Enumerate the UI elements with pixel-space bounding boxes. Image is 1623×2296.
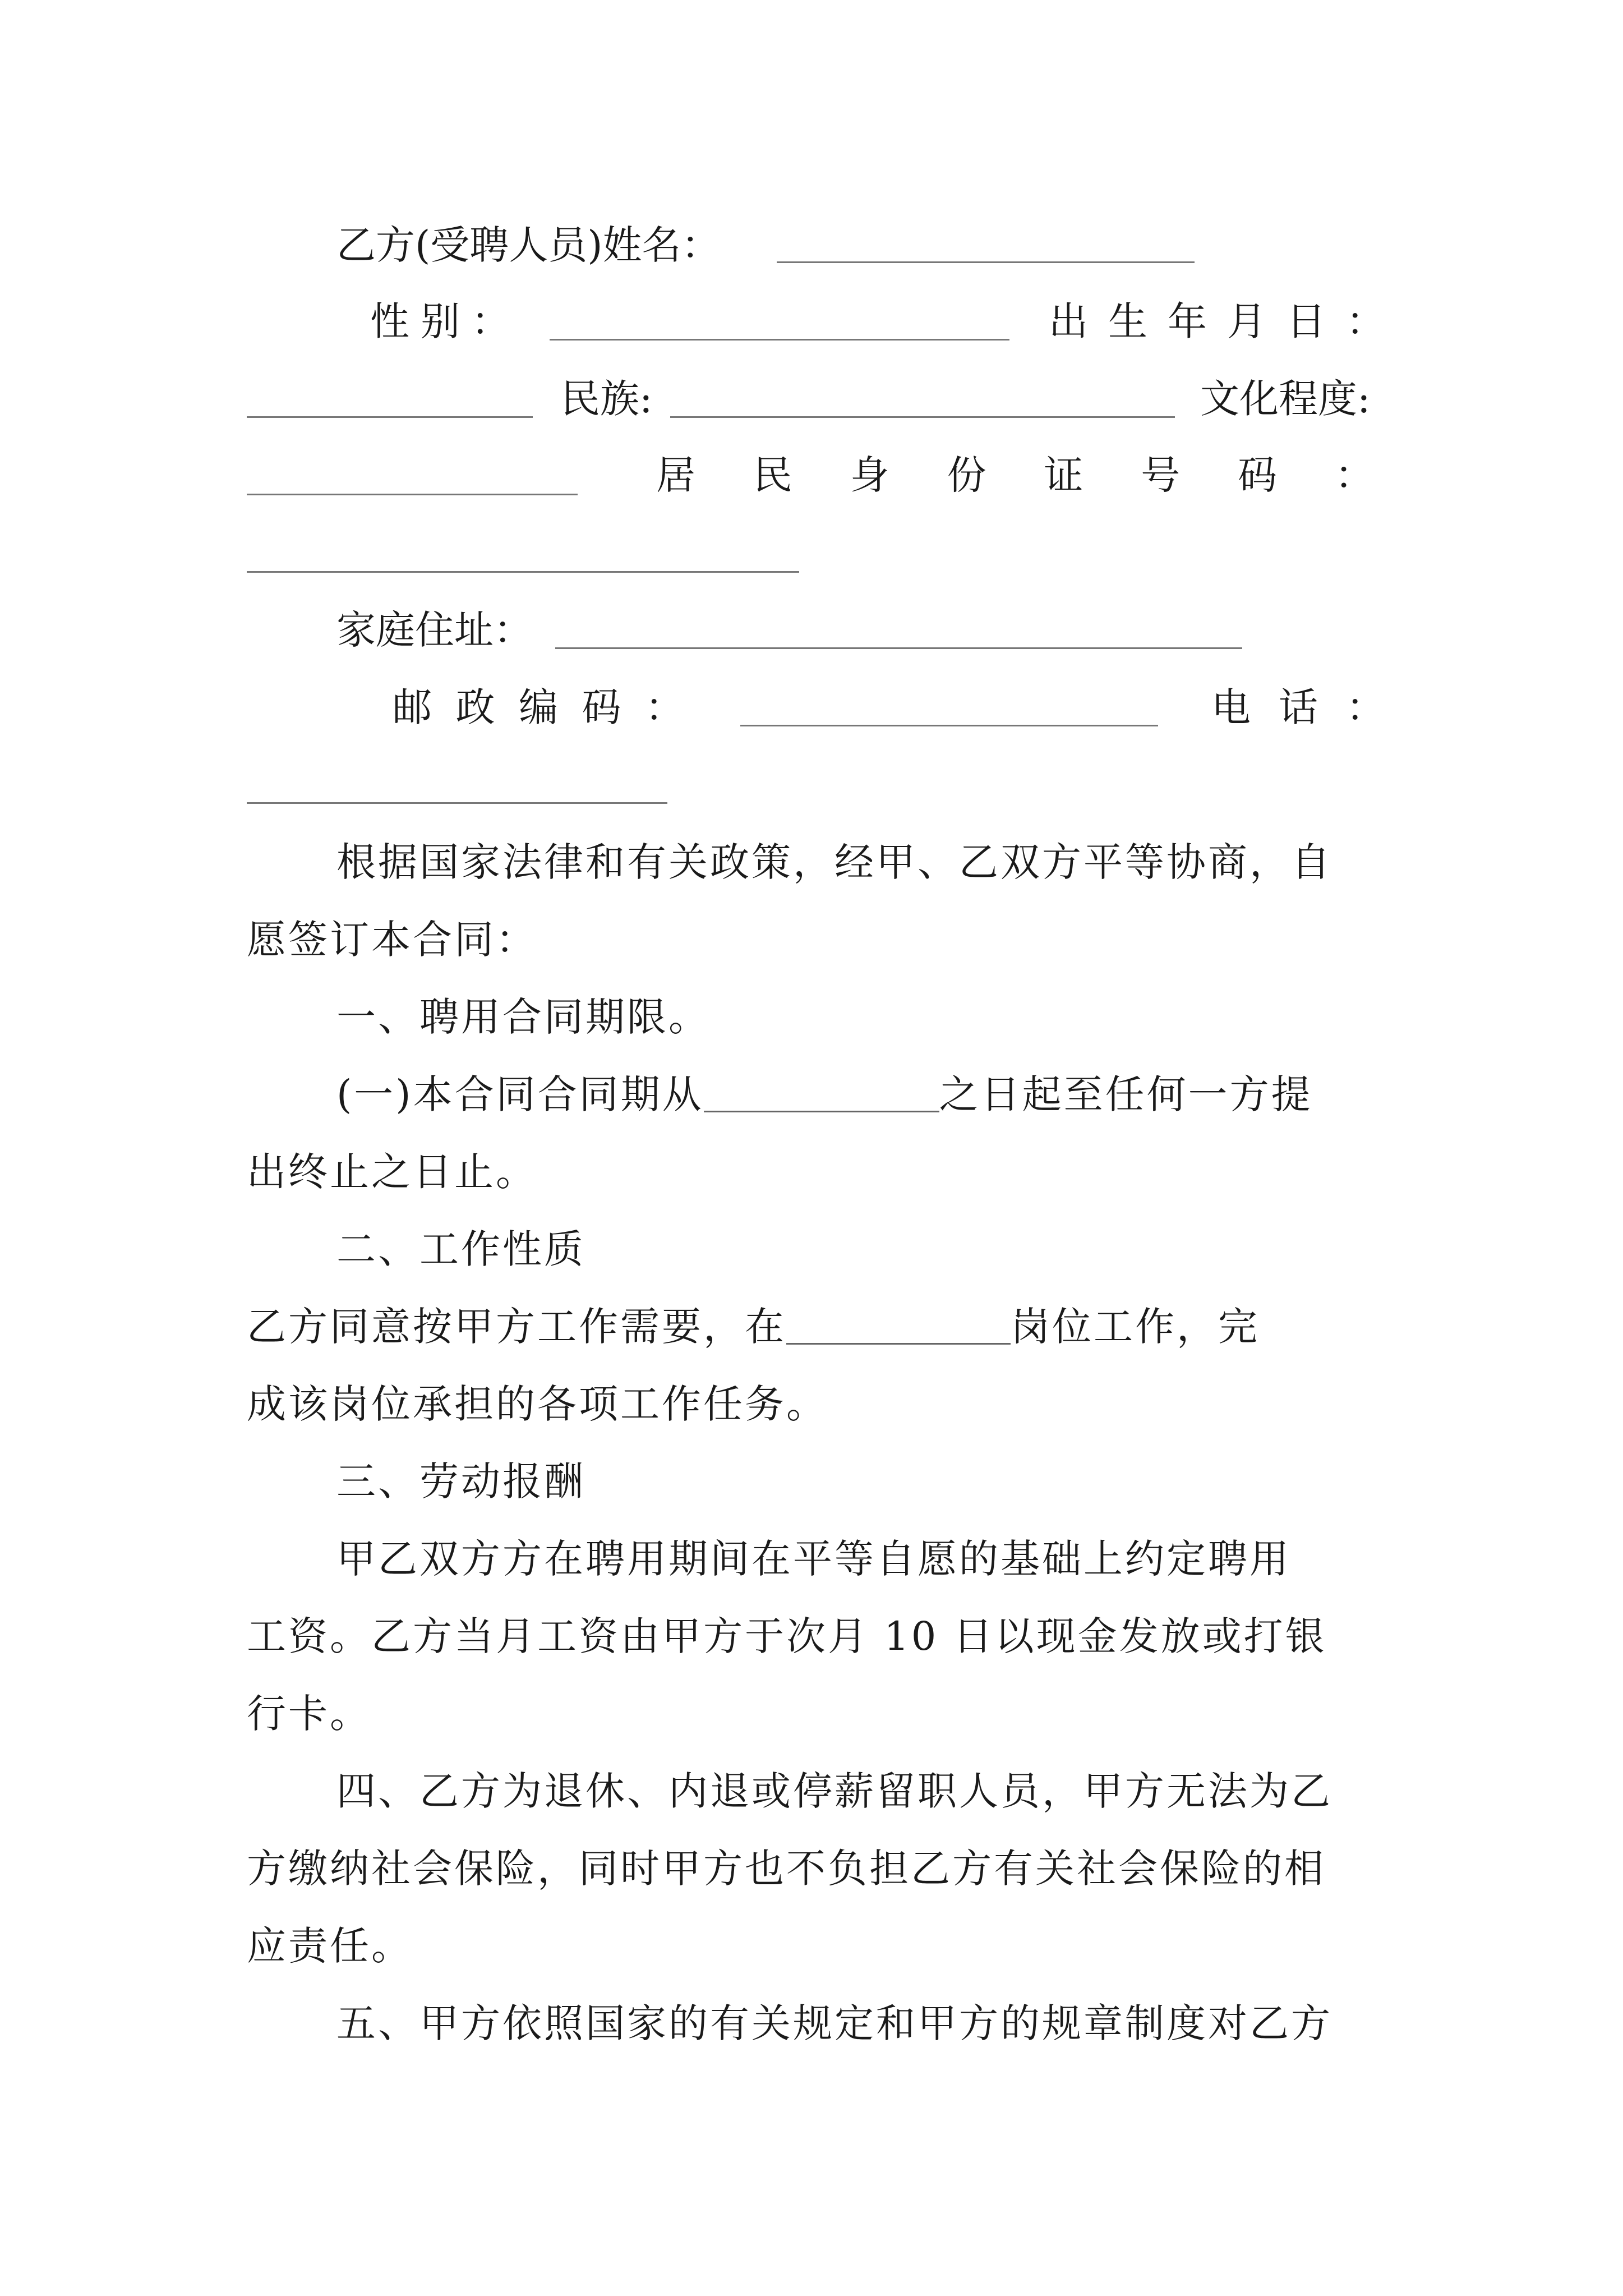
section-2-para-line-1: 乙方同意按甲方工作需要，在 岗位工作，完: [247, 1304, 1260, 1350]
birth-blank[interactable]: [247, 416, 533, 418]
section-1-para-line-2: 出终止之日止。: [247, 1149, 537, 1195]
gender-label: 性 别 ：: [370, 298, 510, 344]
section-4-para-line-3: 应责任。: [247, 1923, 413, 1969]
gender-blank[interactable]: [550, 339, 1009, 341]
id-number-label: 居 民 身 份 证 号 码 ：: [656, 452, 1374, 498]
section-3-para-line-3: 行卡。: [247, 1691, 371, 1737]
section-3-para-line-2: 工资。乙方当月工资由甲方于次月 10 日以现金发放或打银: [247, 1613, 1327, 1659]
section-5-para-line-1: 五、甲方依照国家的有关规定和甲方的规章制度对乙方: [336, 2000, 1332, 2046]
contract-start-blank[interactable]: [704, 1110, 939, 1112]
intro-line-2: 愿签订本合同：: [247, 917, 537, 963]
postal-code-blank[interactable]: [740, 725, 1158, 726]
section-4-para-line-1: 四、乙方为退休、内退或停薪留职人员，甲方无法为乙: [336, 1768, 1332, 1814]
section-4-para-line-2: 方缴纳社会保险，同时甲方也不负担乙方有关社会保险的相: [247, 1846, 1326, 1892]
education-blank[interactable]: [247, 494, 578, 495]
section-2-title: 二、工作性质: [336, 1226, 585, 1272]
ethnic-blank[interactable]: [670, 416, 1175, 418]
phone-blank[interactable]: [247, 802, 667, 804]
birth-label: 出 生 年 月 日 ：: [1049, 298, 1385, 344]
section-3-title: 三、劳动报酬: [336, 1458, 585, 1504]
id-number-blank[interactable]: [247, 571, 799, 573]
section-1-title: 一、聘用合同期限。: [336, 994, 710, 1040]
position-blank[interactable]: [786, 1342, 1011, 1345]
intro-line-1: 根据国家法律和有关政策，经甲、乙双方平等协商，自: [336, 839, 1332, 885]
section-3-para-line-1: 甲乙双方方在聘用期间在平等自愿的基础上约定聘用: [336, 1536, 1291, 1582]
address-label: 家庭住址：: [336, 607, 533, 653]
section-1-para-line-1: (一)本合同合同期从 之日起至任何一方提: [336, 1071, 1313, 1117]
postal-code-label: 邮 政 编 码 ：: [393, 684, 684, 730]
ethnic-label: 民族:: [561, 376, 653, 422]
education-label: 文化程度:: [1200, 376, 1371, 422]
phone-label: 电 话 ：: [1211, 684, 1385, 730]
name-label: 乙方(受聘人员)姓名：: [336, 222, 721, 268]
address-blank[interactable]: [555, 647, 1242, 649]
section-2-para-line-2: 成该岗位承担的各项工作任务。: [247, 1381, 828, 1427]
name-blank[interactable]: [777, 261, 1195, 263]
